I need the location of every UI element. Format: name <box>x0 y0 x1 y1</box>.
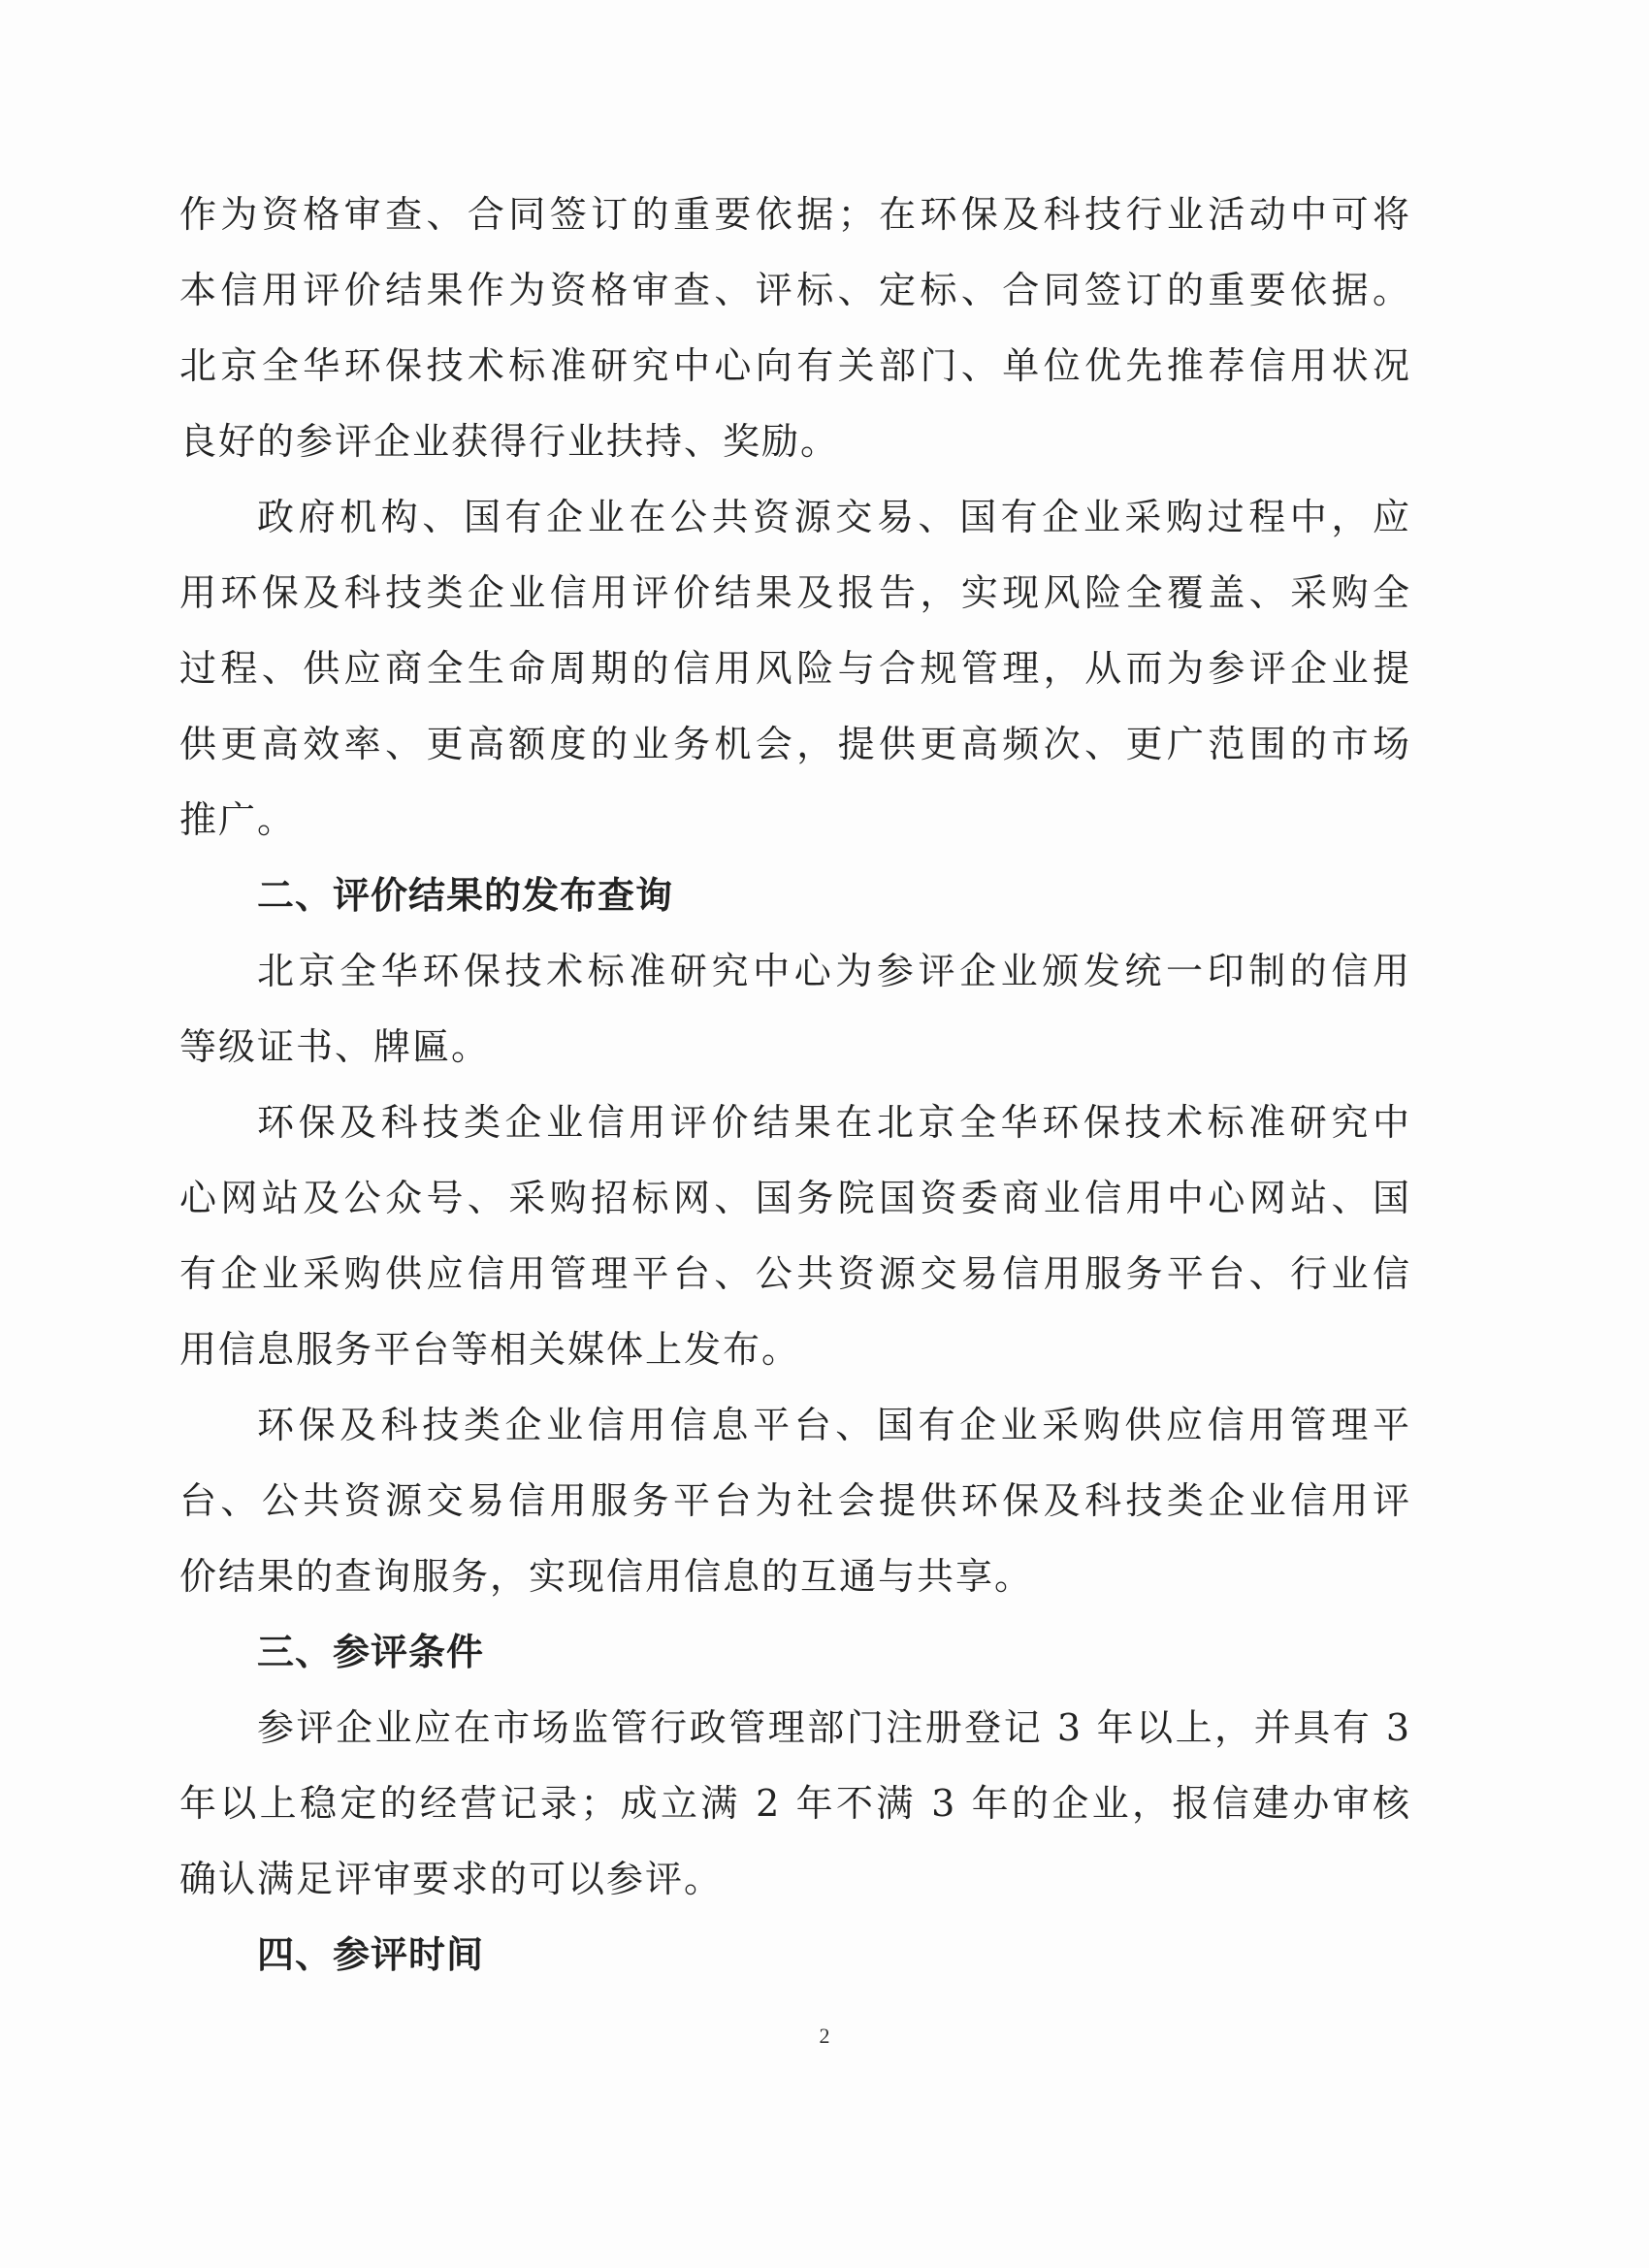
paragraph <box>179 1085 1411 1387</box>
paragraph <box>179 933 1411 1085</box>
paragraph-line: 确认满足评审要求的可以参评。 <box>179 1858 724 1900</box>
paragraph-line: 政府机构、国有企业在公共资源交易、国有企业采购过程中，应 <box>257 496 1411 538</box>
paragraph-line: 台、公共资源交易信用服务平台为社会提供环保及科技类企业信用评 <box>179 1479 1411 1522</box>
paragraph-line: 用环保及科技类企业信用评价结果及报告，实现风险全覆盖、采购全 <box>179 571 1411 614</box>
section-heading: 四、参评时间 <box>257 1933 485 1976</box>
paragraph-line: 北京全华环保技术标准研究中心向有关部门、单位优先推荐信用状况 <box>179 344 1411 387</box>
paragraph-line: 过程、供应商全生命周期的信用风险与合规管理，从而为参评企业提 <box>179 647 1411 690</box>
paragraph <box>179 1690 1411 1917</box>
paragraph <box>179 1387 1411 1614</box>
paragraph-line: 年以上稳定的经营记录；成立满 2 年不满 3 年的企业，报信建办审核 <box>179 1782 1411 1825</box>
paragraph <box>179 177 1411 479</box>
paragraph-line: 供更高效率、更高额度的业务机会，提供更高频次、更广范围的市场 <box>179 723 1411 765</box>
section-heading: 二、评价结果的发布查询 <box>257 874 674 917</box>
paragraph-line: 心网站及公众号、采购招标网、国务院国资委商业信用中心网站、国 <box>179 1177 1411 1219</box>
paragraph-line: 价结果的查询服务，实现信用信息的互通与共享。 <box>179 1555 1034 1598</box>
paragraph-line: 环保及科技类企业信用信息平台、国有企业采购供应信用管理平 <box>257 1404 1411 1446</box>
paragraph-line: 用信息服务平台等相关媒体上发布。 <box>179 1328 801 1371</box>
paragraph <box>179 479 1411 858</box>
paragraph-line: 推广。 <box>179 798 297 841</box>
paragraph-line: 有企业采购供应信用管理平台、公共资源交易信用服务平台、行业信 <box>179 1252 1411 1295</box>
page-number: 2 <box>819 2024 830 2048</box>
paragraph-line: 环保及科技类企业信用评价结果在北京全华环保技术标准研究中 <box>257 1101 1411 1144</box>
section-heading: 三、参评条件 <box>257 1631 485 1673</box>
paragraph-line: 北京全华环保技术标准研究中心为参评企业颁发统一印制的信用 <box>257 950 1411 992</box>
paragraph-line: 参评企业应在市场监管行政管理部门注册登记 3 年以上，并具有 3 <box>257 1706 1411 1749</box>
paragraph-line: 等级证书、牌匾。 <box>179 1025 491 1068</box>
document-body <box>179 177 1411 1993</box>
paragraph-line: 作为资格审查、合同签订的重要依据；在环保及科技行业活动中可将 <box>179 193 1411 236</box>
paragraph-line: 本信用评价结果作为资格审查、评标、定标、合同签订的重要依据。 <box>179 269 1411 311</box>
paragraph-line: 良好的参评企业获得行业扶持、奖励。 <box>179 420 840 463</box>
